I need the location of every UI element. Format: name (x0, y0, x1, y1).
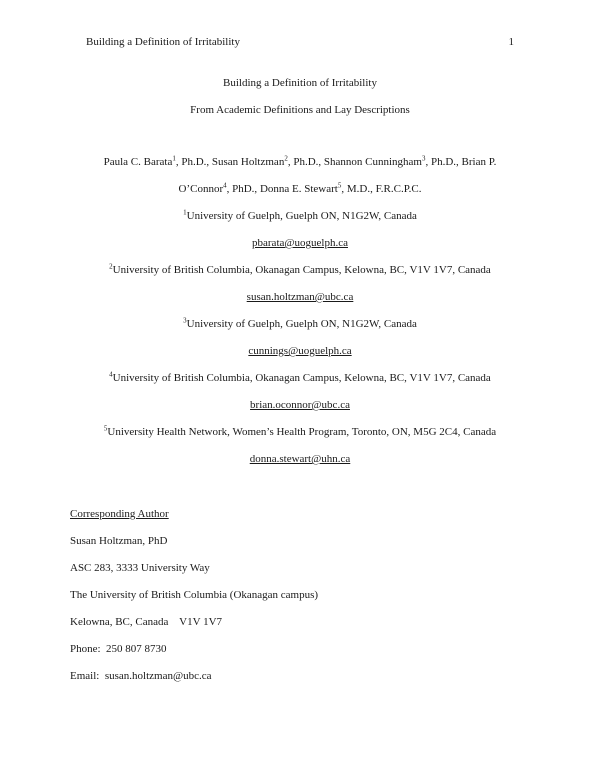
author-name: Paula C. Barata (103, 156, 173, 168)
author-credentials: , M.D., F.R.C.P.C. (341, 183, 422, 195)
author-line-2 (0, 183, 600, 195)
email-link[interactable]: pbarata@uoguelph.ca (252, 237, 348, 249)
affiliation-text: University of Guelph, Guelph ON, N1G2W, Canada (186, 318, 417, 330)
affiliation-marker: 3 (421, 154, 426, 163)
email-link[interactable]: brian.oconnor@ubc.ca (250, 399, 350, 411)
affiliation-marker: 2 (284, 154, 288, 163)
affiliation-marker: 3 (183, 316, 187, 325)
author-credentials: , Ph.D., (175, 156, 212, 168)
corresponding-name: Susan Holtzman, PhD (70, 535, 168, 547)
affiliation-2 (0, 264, 600, 276)
email-row (0, 453, 600, 465)
corresponding-address-line: Kelowna, BC, Canada V1V 1V7 (70, 616, 223, 628)
author-credentials: , Ph.D., (287, 156, 324, 168)
affiliation-text: University Health Network, Women’s Health Program, Toronto, ON, M5G 2C4, Canada (107, 426, 497, 438)
paper-title: Building a Definition of Irritability (223, 77, 377, 89)
corresponding-address-line: The University of British Columbia (Okanagan campus) (70, 589, 319, 601)
running-head: Building a Definition of Irritability (86, 36, 240, 48)
email-link[interactable]: cunnings@uoguelph.ca (248, 345, 352, 357)
page-number: 1 (508, 36, 514, 48)
affiliation-4 (0, 372, 600, 384)
affiliation-marker: 5 (337, 181, 342, 190)
affiliation-marker: 1 (183, 208, 187, 217)
corresponding-address-line: ASC 283, 3333 University Way (70, 562, 210, 574)
email-row (0, 291, 600, 303)
affiliation-text: University of British Columbia, Okanagan Campus, Kelowna, BC, V1V 1V7, Canada (112, 264, 491, 276)
email-row (0, 345, 600, 357)
email-row (0, 237, 600, 249)
affiliation-marker: 5 (103, 424, 108, 433)
corresponding-phone: Phone: 250 807 8730 (70, 643, 167, 655)
affiliation-marker: 4 (223, 181, 227, 190)
affiliation-text: University of Guelph, Guelph ON, N1G2W, Canada (186, 210, 417, 222)
author-name: Shannon Cunningham (323, 156, 422, 168)
author-name: Donna E. Stewart (259, 183, 338, 195)
email-link[interactable]: donna.stewart@uhn.ca (249, 453, 351, 465)
email-row (0, 399, 600, 411)
affiliation-marker: 1 (172, 154, 176, 163)
corresponding-email: Email: susan.holtzman@ubc.ca (70, 670, 212, 682)
author-line-1 (0, 156, 600, 168)
paper-subtitle: From Academic Definitions and Lay Descriptions (190, 104, 410, 116)
author-name: Susan Holtzman (211, 156, 285, 168)
affiliation-3 (0, 318, 600, 330)
affiliation-5 (0, 426, 600, 438)
affiliation-1 (0, 210, 600, 222)
author-name: O’Connor (178, 183, 224, 195)
affiliation-text: University of British Columbia, Okanagan Campus, Kelowna, BC, V1V 1V7, Canada (112, 372, 491, 384)
author-credentials: , Ph.D., Brian P. (425, 156, 497, 168)
author-credentials: , PhD., (226, 183, 260, 195)
affiliation-marker: 4 (109, 370, 113, 379)
corresponding-heading: Corresponding Author (70, 508, 169, 520)
affiliation-marker: 2 (109, 262, 113, 271)
email-link[interactable]: susan.holtzman@ubc.ca (246, 291, 354, 303)
